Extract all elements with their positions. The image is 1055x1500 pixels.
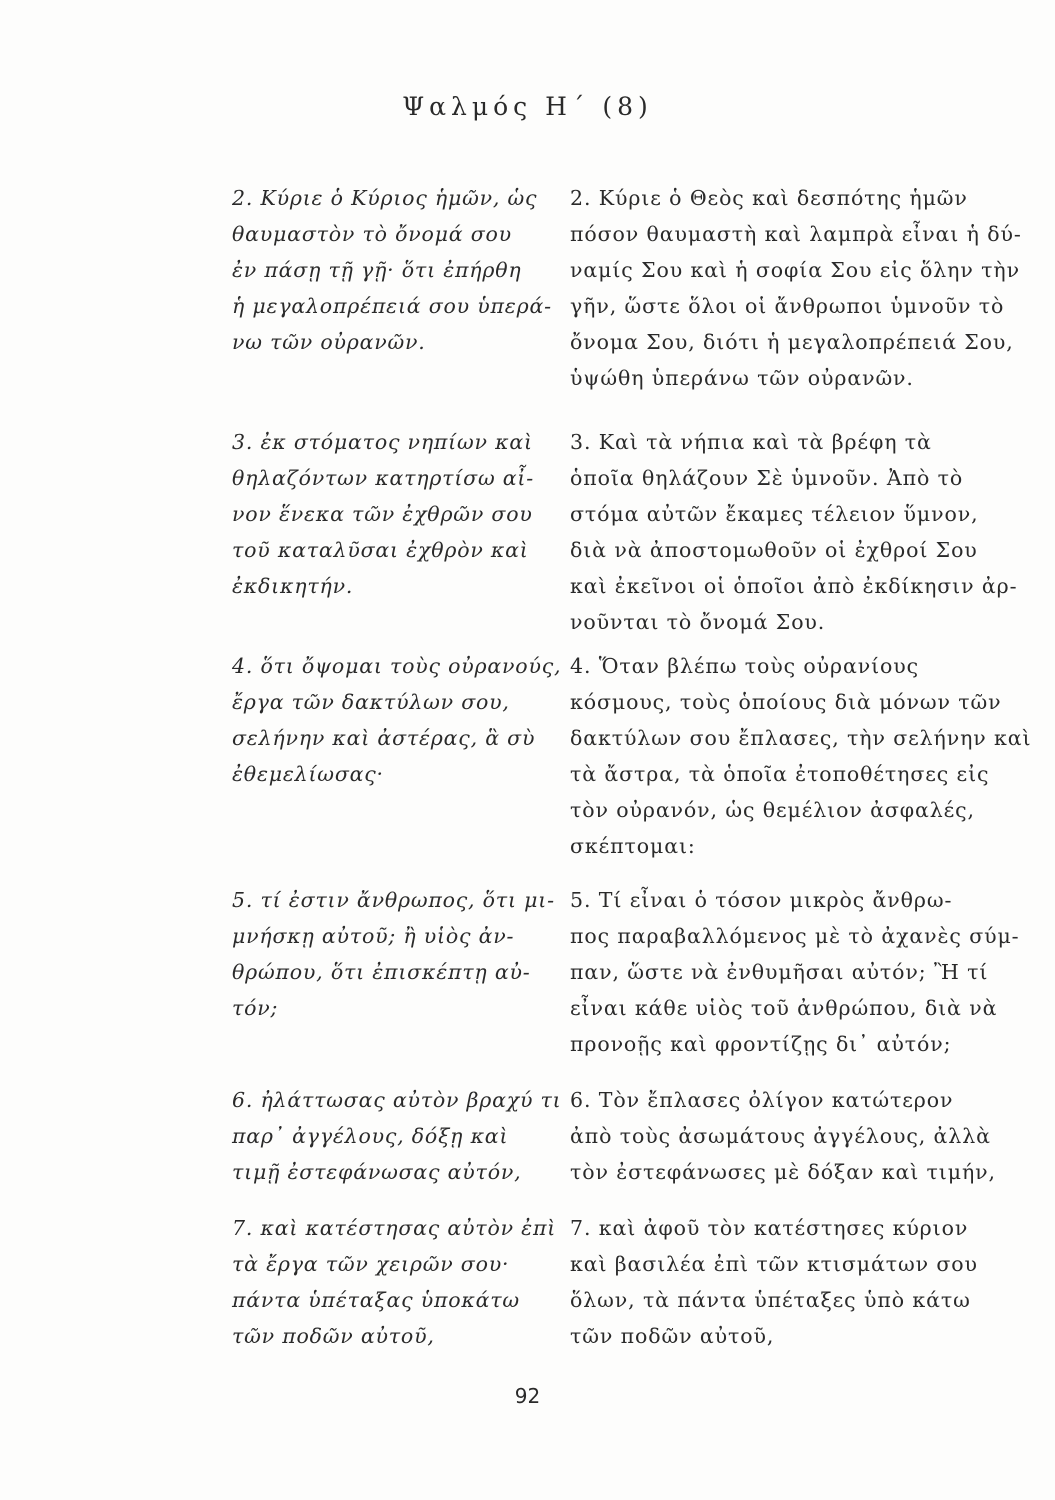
verse-line: 5. τί ἐστιν ἄνθρωπος, ὅτι μι-: [232, 888, 555, 912]
verse-line: καὶ βασιλέα ἐπὶ τῶν κτισμάτων σου: [570, 1252, 978, 1276]
verse-line: δακτύλων σου ἔπλασες, τὴν σελήνην καὶ: [570, 726, 1032, 750]
verse-line: ναμίς Σου καὶ ἡ σοφία Σου εἰς ὅλην τὴν: [570, 258, 1020, 282]
page-number: 92: [514, 1384, 541, 1408]
verse-line: στόμα αὐτῶν ἔκαμες τέλειον ὕμνον,: [570, 502, 979, 526]
verse-line: σκέπτομαι:: [570, 834, 696, 858]
verse-line: 4. Ὅταν βλέπω τοὺς οὐρανίους: [570, 654, 919, 678]
modern-verse-3: [570, 424, 1040, 640]
verse-line: κόσμους, τοὺς ὁποίους διὰ μόνων τῶν: [570, 690, 1002, 714]
verse-line: γῆν, ὥστε ὅλοι οἱ ἄνθρωποι ὑμνοῦν τὸ: [570, 294, 1005, 318]
verse-line: νοῦνται τὸ ὄνομά Σου.: [570, 610, 826, 634]
ancient-verse-3: [232, 424, 572, 604]
verse-line: πος παραβαλλόμενος μὲ τὸ ἀχανὲς σύμ-: [570, 924, 1020, 948]
verse-line: 7. καὶ κατέστησας αὐτὸν ἐπὶ: [232, 1216, 557, 1240]
ancient-verse-2: [232, 180, 572, 360]
modern-verse-6: [570, 1082, 1040, 1190]
psalm-title: Ψαλμός Η΄ (8): [402, 92, 653, 121]
modern-verse-4: [570, 648, 1040, 864]
verse-line: ἀπὸ τοὺς ἀσωμάτους ἀγγέλους, ἀλλὰ: [570, 1124, 991, 1148]
verse-line: προνοῇς καὶ φροντίζῃς δι᾿ αὐτόν;: [570, 1032, 952, 1056]
verse-line: ἔργα τῶν δακτύλων σου,: [232, 690, 510, 714]
verse-line: θαυμαστὸν τὸ ὄνομά σου: [232, 222, 512, 246]
verse-line: τῶν ποδῶν αὐτοῦ,: [232, 1324, 435, 1348]
ancient-verse-6: [232, 1082, 572, 1190]
verse-line: τὰ ἄστρα, τὰ ὁποῖα ἐτοποθέτησες εἰς: [570, 762, 990, 786]
verse-line: 6. ἠλάττωσας αὐτὸν βραχύ τι: [232, 1088, 562, 1112]
verse-line: παρ᾿ ἀγγέλους, δόξῃ καὶ: [232, 1124, 509, 1148]
verse-line: ἡ μεγαλοπρέπειά σου ὑπερά-: [232, 294, 552, 318]
verse-line: τὸν οὐρανόν, ὡς θεμέλιον ἀσφαλές,: [570, 798, 975, 822]
verse-line: διὰ νὰ ἀποστομωθοῦν οἱ ἐχθροί Σου: [570, 538, 978, 562]
verse-line: 4. ὅτι ὄψομαι τοὺς οὐρανούς,: [232, 654, 562, 678]
verse-line: 5. Τί εἶναι ὁ τόσον μικρὸς ἄνθρω-: [570, 888, 953, 912]
verse-line: 6. Τὸν ἔπλασες ὀλίγον κατώτερον: [570, 1088, 954, 1112]
ancient-verse-5: [232, 882, 572, 1026]
verse-line: εἶναι κάθε υἱὸς τοῦ ἀνθρώπου, διὰ νὰ: [570, 996, 998, 1020]
verse-line: 2. Κύριε ὁ Κύριος ἡμῶν, ὡς: [232, 186, 538, 210]
verse-line: τὰ ἔργα τῶν χειρῶν σου·: [232, 1252, 510, 1276]
verse-line: ὅλων, τὰ πάντα ὑπέταξες ὑπὸ κάτω: [570, 1288, 971, 1312]
verse-line: 7. καὶ ἀφοῦ τὸν κατέστησες κύριον: [570, 1216, 969, 1240]
verse-line: ἐκδικητήν.: [232, 574, 354, 598]
verse-line: τιμῇ ἐστεφάνωσας αὐτόν,: [232, 1160, 522, 1184]
verse-line: καὶ ἐκεῖνοι οἱ ὁποῖοι ἀπὸ ἐκδίκησιν ἀρ-: [570, 574, 1018, 598]
verse-line: τόν;: [232, 996, 279, 1020]
verse-line: νω τῶν οὐρανῶν.: [232, 330, 426, 354]
verse-line: πάντα ὑπέταξας ὑποκάτω: [232, 1288, 520, 1312]
verse-line: 2. Κύριε ὁ Θεὸς καὶ δεσπότης ἡμῶν: [570, 186, 968, 210]
modern-verse-2: [570, 180, 1040, 396]
verse-line: ἐθεμελίωσας·: [232, 762, 384, 786]
verse-line: θρώπου, ὅτι ἐπισκέπτῃ αὐ-: [232, 960, 531, 984]
verse-line: νον ἕνεκα τῶν ἐχθρῶν σου: [232, 502, 533, 526]
verse-line: τῶν ποδῶν αὐτοῦ,: [570, 1324, 775, 1348]
verse-line: μνήσκῃ αὐτοῦ; ἢ υἱὸς ἀν-: [232, 924, 515, 948]
verse-line: τὸν ἐστεφάνωσες μὲ δόξαν καὶ τιμήν,: [570, 1160, 996, 1184]
verse-line: ἐν πάσῃ τῇ γῇ· ὅτι ἐπήρθη: [232, 258, 522, 282]
verse-line: ὁποῖα θηλάζουν Σὲ ὑμνοῦν. Ἀπὸ τὸ: [570, 466, 964, 490]
ancient-verse-4: [232, 648, 572, 792]
ancient-verse-7: [232, 1210, 572, 1354]
verse-line: ὑψώθη ὑπεράνω τῶν οὐρανῶν.: [570, 366, 914, 390]
verse-line: 3. Καὶ τὰ νήπια καὶ τὰ βρέφη τὰ: [570, 430, 932, 454]
verse-line: παν, ὥστε νὰ ἐνθυμῆσαι αὐτόν; Ἢ τί: [570, 960, 989, 984]
verse-line: θηλαζόντων κατηρτίσω αἶ-: [232, 466, 534, 490]
modern-verse-7: [570, 1210, 1040, 1354]
verse-line: πόσον θαυμαστὴ καὶ λαμπρὰ εἶναι ἡ δύ-: [570, 222, 1022, 246]
verse-line: ὄνομα Σου, διότι ἡ μεγαλοπρέπειά Σου,: [570, 330, 1014, 354]
modern-verse-5: [570, 882, 1040, 1062]
verse-line: 3. ἐκ στόματος νηπίων καὶ: [232, 430, 533, 454]
verse-line: σελήνην καὶ ἀστέρας, ἃ σὺ: [232, 726, 536, 750]
verse-line: τοῦ καταλῦσαι ἐχθρὸν καὶ: [232, 538, 529, 562]
